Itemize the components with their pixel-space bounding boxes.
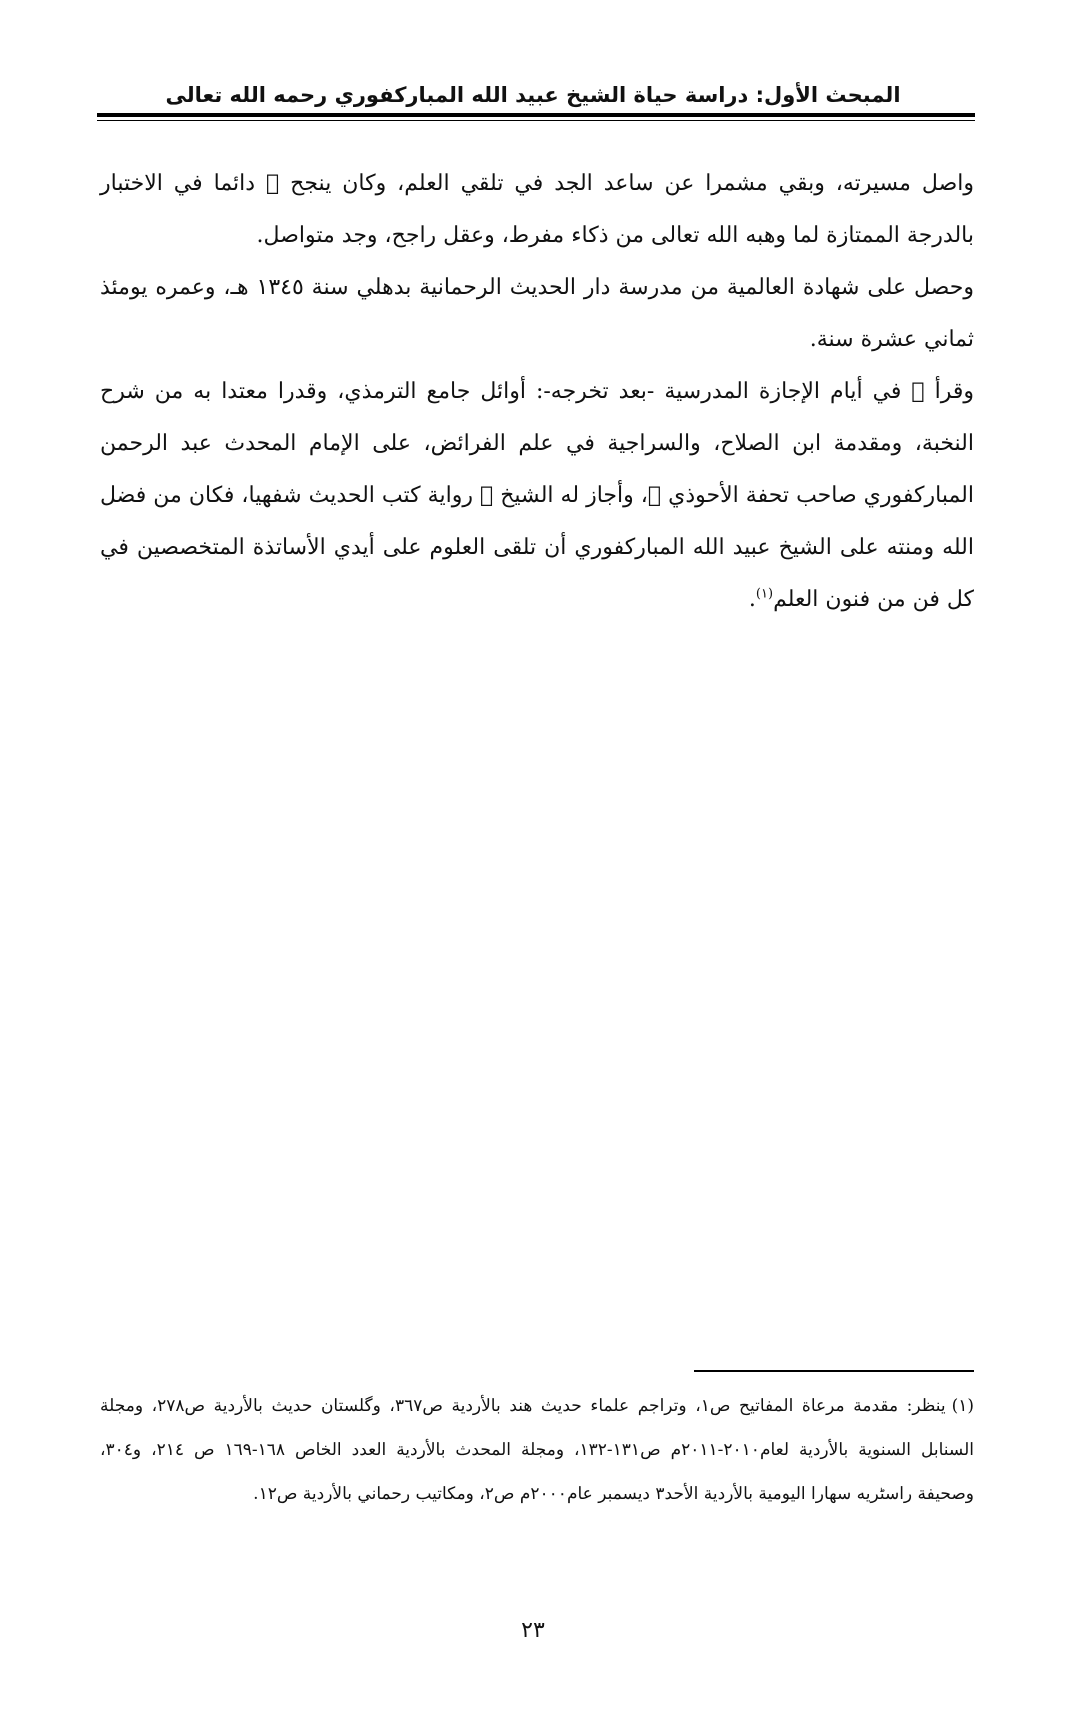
footnote	[100, 1384, 974, 1516]
footnote-entry	[100, 1384, 974, 1516]
footnote-text: ينظر: مقدمة مرعاة المفاتيح ص١، وتراجم علماء حديث هند بالأردية ص٣٦٧، وگلستان حديث بالأردية ص٢٧٨، ومجلة السنابل السنوية بالأردية لعام٢٠١٠-٢٠١١م ص١٣١-١٣٢، ومجلة المحدث بالأردية العدد الخاص ١٦٨-١٦٩ ص ٢١٤، و٣٠٤، وصحيفة راسٹريه سهارا اليومية بالأردية الأحد٣ ديسمبر عام٢٠٠٠م ص٢، ومكاتيب رحماني بالأردية ص١٢.	[100, 1396, 974, 1504]
paragraph	[100, 366, 974, 626]
header-rule-thin	[97, 120, 975, 121]
footnote-separator	[694, 1370, 974, 1372]
paragraph-text: وقرأ ﷫ في أيام الإجازة المدرسية -بعد تخرجه-: أوائل جامع الترمذي، وقدرا معتدا به من شرح النخبة، ومقدمة ابن الصلاح، والسراجية في علم الفرائض، على الإمام المحدث عبد الرحمن المباركفوري صاحب تحفة الأحوذي ﷫، وأجاز له الشيخ ﷫ رواية كتب الحديث شفهيا، فكان من فضل الله ومنته على الشيخ عبيد الله المباركفوري أن تلقى العلوم على أيدي الأساتذة المتخصصين في كل فن من فنون العلم	[100, 379, 974, 612]
running-header: المبحث الأول: دراسة حياة الشيخ عبيد الله المباركفوري رحمه الله تعالى	[165, 83, 901, 107]
paragraph: واصل مسيرته، وبقي مشمرا عن ساعد الجد في تلقي العلم، وكان ينجح ﷫ دائما في الاختبار بالدرجة الممتازة لما وهبه الله تعالى من ذكاء مفرط، وعقل راجح، وجد متواصل.	[100, 171, 974, 248]
main-text	[100, 158, 974, 626]
paragraph: وحصل على شهادة العالمية من مدرسة دار الحديث الرحمانية بدهلي سنة ١٣٤٥ هـ، وعمره يومئذ ثماني عشرة سنة.	[100, 275, 974, 352]
footnote-label: (١)	[951, 1396, 975, 1416]
paragraph-end-period: .	[748, 587, 756, 612]
header-rule-thick	[97, 113, 975, 117]
page-number: ٢٣	[521, 1618, 545, 1643]
footnote-reference[interactable]: (١)	[755, 586, 774, 602]
